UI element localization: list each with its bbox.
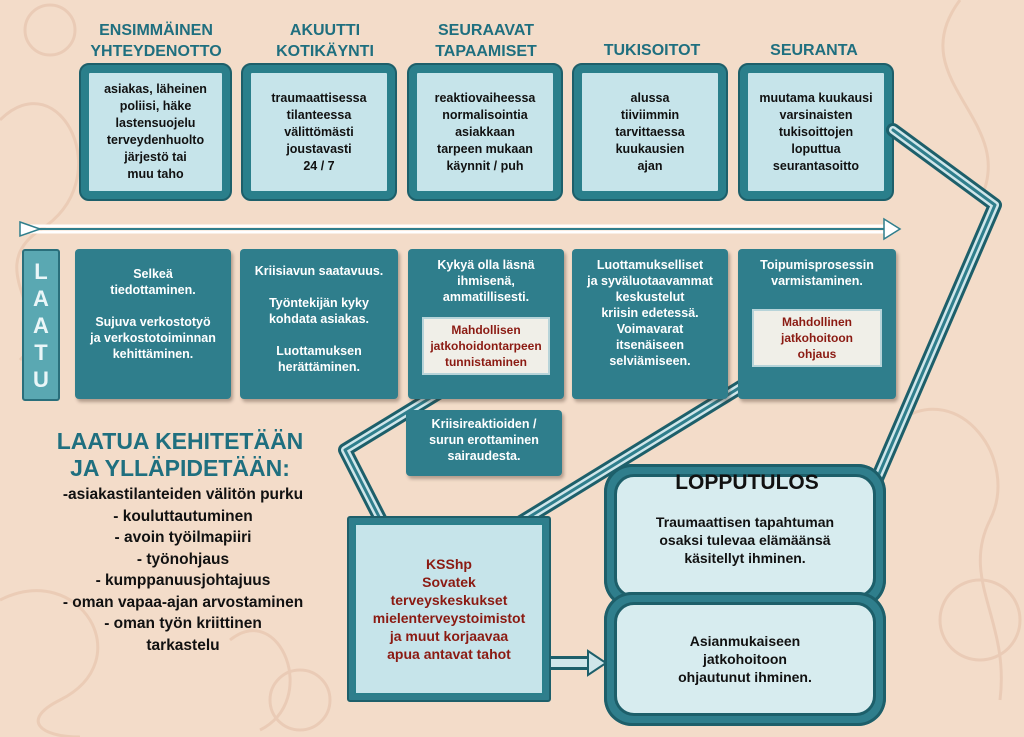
laatu-letter: T — [34, 340, 48, 365]
services-box — [347, 516, 551, 702]
result-box-2 — [604, 592, 886, 726]
list-item: - oman vapaa-ajan arvostaminen — [62, 593, 304, 611]
phase-title-2: AKUUTTI KOTIKÄYNTI — [276, 22, 374, 60]
quality-text-2: Kriisiavun saatavuus. Työntekijän kyky kohdata asiakas. Luottamuksen herättäminen. — [254, 264, 384, 374]
phase-text-3: reaktiovaiheessa normalisointia asiakkaan tarpeen mukaan käynnit / puh — [415, 71, 555, 193]
phase-text-5: muutama kuukausi varsinaisten tukisoittojen loputtua seurantasoitto — [746, 71, 886, 193]
phase-title-5: SEURANTA — [770, 42, 858, 59]
list-item: - kouluttautuminen — [113, 507, 253, 525]
result-title: LOPPUTULOS — [675, 471, 819, 494]
laatu-letter: A — [33, 286, 49, 311]
quality-text-4: Luottamukselliset ja syväluotaavammat keskustelut kriisin edetessä. Voimavarat itsenäiseen selviämiseen. — [587, 258, 713, 368]
phase-title-3: SEURAAVAT TAPAAMISET — [435, 22, 537, 60]
laatu-label — [22, 249, 60, 401]
list-item: - kumppanuusjohtajuus — [95, 572, 271, 589]
phase-text-2: traumaattisessa tilanteessa välittömästi joustavasti 24 / 7 — [249, 71, 389, 193]
outcome-2: Asianmukaiseen jatkohoitoon ohjautunut ihminen. — [614, 602, 876, 716]
quality-box-4 — [572, 249, 728, 399]
quality-text-1: Selkeä tiedottaminen. Sujuva verkostotyö ja verkostotoiminnan kehittäminen. — [90, 267, 216, 361]
laatu-letter: U — [33, 367, 49, 392]
quality-heading: LAATUA KEHITETÄÄN JA YLLÄPIDETÄÄN: — [56, 428, 304, 481]
laatu-letter: L — [34, 259, 48, 284]
quality-box-5 — [738, 249, 896, 399]
quality-box-extra — [406, 410, 562, 476]
quality-text-5: Toipumisprosessin varmistaminen. — [760, 258, 874, 288]
outcome-1: Traumaattisen tapahtuman osaksi tulevaa elämäänsä käsitellyt ihminen. — [614, 474, 876, 598]
quality-list — [28, 484, 338, 656]
followup-need-recognition: Mahdollisen jatkohoidontarpeen tunnistaminen — [422, 317, 550, 375]
quality-box-2 — [240, 249, 398, 399]
list-item: tarkastelu — [146, 636, 220, 654]
phase-title-4: TUKISOITOT — [603, 42, 701, 59]
quality-box-1 — [75, 249, 231, 399]
list-item: - työnohjaus — [136, 550, 230, 568]
quality-text-3: Kykyä olla läsnä ihmisenä, ammatillisesti. — [437, 258, 535, 304]
followup-referral: Mahdollinen jatkohoitoon ohjaus — [752, 309, 882, 367]
timeline-arrow — [20, 219, 900, 239]
list-item: - avoin työilmapiiri — [114, 529, 252, 546]
phase-text-1: asiakas, läheinen poliisi, häke lastensuojelu terveydenhuolto järjestö tai muu taho — [87, 71, 224, 193]
quality-text-extra: Kriisireaktioiden / surun erottaminen sairaudesta. — [429, 417, 539, 463]
phase-text-4: alussa tiiviimmin tarvittaessa kuukausien ajan — [580, 71, 720, 193]
phase-title-1: ENSIMMÄINEN YHTEYDENOTTO — [90, 22, 222, 60]
services-text: KSShp Sovatek terveyskeskukset mielenterveystoimistot ja muut korjaavaa apua antavat tahot — [354, 523, 544, 695]
quality-box-3 — [408, 249, 564, 399]
laatu-letter: A — [33, 313, 49, 338]
list-item: - oman työn kriittinen — [104, 615, 262, 632]
list-item: -asiakastilanteiden välitön purku — [62, 486, 304, 503]
